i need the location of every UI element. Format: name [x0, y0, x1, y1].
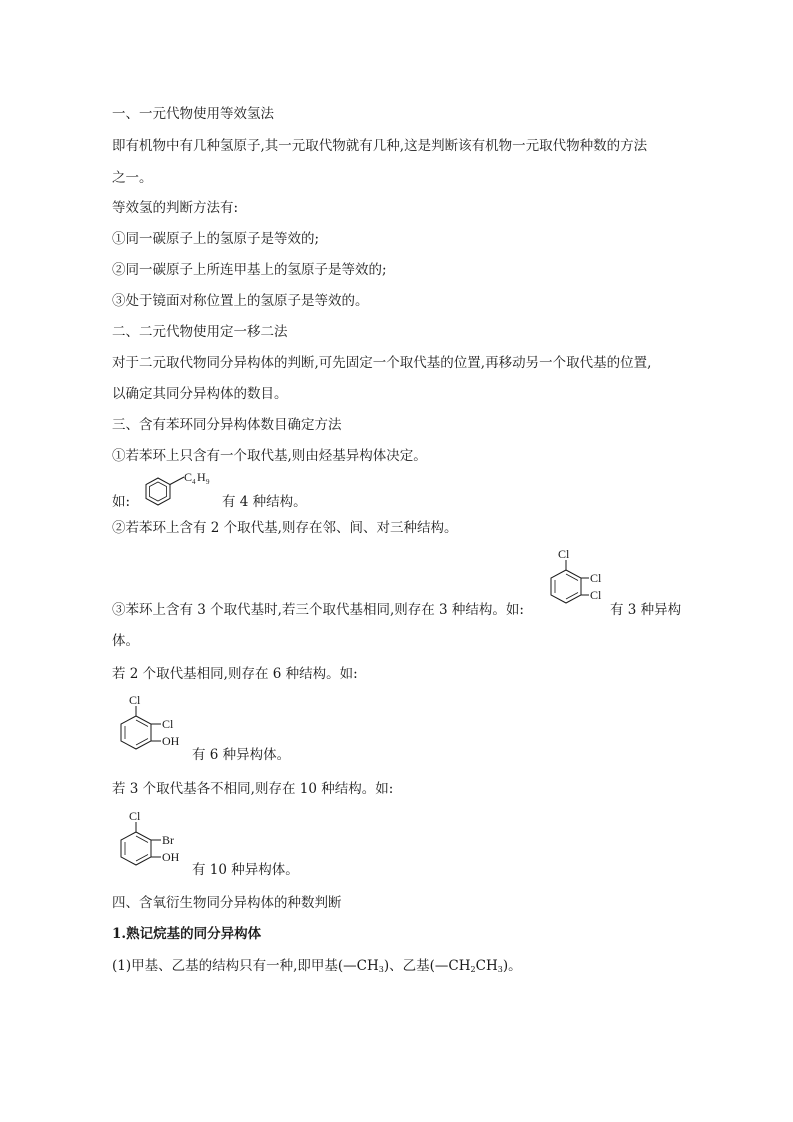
dichlorophenol-structure	[116, 694, 192, 760]
example-caption: 有 10 种异构体。	[192, 862, 299, 878]
subheading: 1.熟记烷基的同分异构体	[112, 926, 262, 942]
list-item: ②同一碳原子上所连甲基上的氢原子是等效的;	[112, 262, 387, 278]
substituent-2: Cl	[590, 571, 602, 585]
list-item: ②若苯环上含有 2 个取代基,则存在邻、间、对三种结构。	[112, 520, 458, 536]
list-item: ③处于镜面对称位置上的氢原子是等效的。	[112, 293, 369, 309]
paragraph-line: 以确定其同分异构体的数目。	[112, 386, 288, 402]
example-suffix: 有 4 种结构。	[222, 494, 307, 510]
paragraph-line: 若 3 个取代基各不相同,则存在 10 种结构。如:	[112, 781, 394, 797]
formula-c-sub: 4	[192, 478, 196, 486]
text-part: CH	[475, 958, 498, 974]
example-prefix: 如:	[112, 494, 131, 510]
substituent-1: Cl	[129, 809, 141, 823]
list-item: ③苯环上含有 3 个取代基时,若三个取代基相同,则存在 3 种结构。如:	[112, 602, 524, 618]
substituent-3: OH	[162, 734, 180, 748]
substituent-2: Cl	[162, 717, 174, 731]
formula-h: H	[197, 470, 206, 484]
text-part: (1)甲基、乙基的结构只有一种,即甲基(—CH	[112, 958, 379, 974]
paragraph-line: 等效氢的判断方法有:	[112, 200, 239, 216]
text-part: )、乙基(—CH	[383, 958, 471, 974]
subscript: 3	[378, 965, 384, 974]
paragraph-line: 体。	[112, 633, 139, 649]
subscript: 2	[470, 965, 476, 974]
list-item: ①若苯环上只含有一个取代基,则由烃基异构体决定。	[112, 448, 427, 464]
substituent-3: OH	[162, 850, 180, 864]
substituent-1: Cl	[558, 547, 570, 561]
paragraph-line	[112, 956, 522, 980]
subscript: 3	[497, 965, 503, 974]
chlorobromophenol-structure	[116, 810, 192, 876]
trichlorobenzene-structure	[548, 548, 608, 614]
heading-2: 二、二元代物使用定一移二法	[112, 324, 288, 340]
text-part: )。	[502, 958, 522, 974]
substituent-3: Cl	[590, 588, 602, 602]
butylbenzene-structure	[136, 470, 220, 518]
paragraph-line: 若 2 个取代基相同,则存在 6 种结构。如:	[112, 666, 358, 682]
substituent-2: Br	[162, 833, 174, 847]
paragraph-line: 之一。	[112, 170, 153, 186]
list-item: ①同一碳原子上的氢原子是等效的;	[112, 231, 320, 247]
list-item-tail: 有 3 种异构	[610, 602, 682, 618]
heading-3: 三、含有苯环同分异构体数目确定方法	[112, 417, 342, 433]
formula-c: C	[184, 470, 193, 484]
heading-1: 一、一元代物使用等效氢法	[112, 106, 274, 122]
example-caption: 有 6 种异构体。	[192, 747, 291, 763]
formula-h-sub: 9	[206, 478, 210, 486]
paragraph-line: 对于二元取代物同分异构体的判断,可先固定一个取代基的位置,再移动另一个取代基的位置,	[112, 355, 652, 371]
paragraph-line: 即有机物中有几种氢原子,其一元取代物就有几种,这是判断该有机物一元取代物种数的方法	[112, 138, 648, 154]
heading-4: 四、含氧衍生物同分异构体的种数判断	[112, 895, 342, 911]
substituent-1: Cl	[129, 693, 141, 707]
